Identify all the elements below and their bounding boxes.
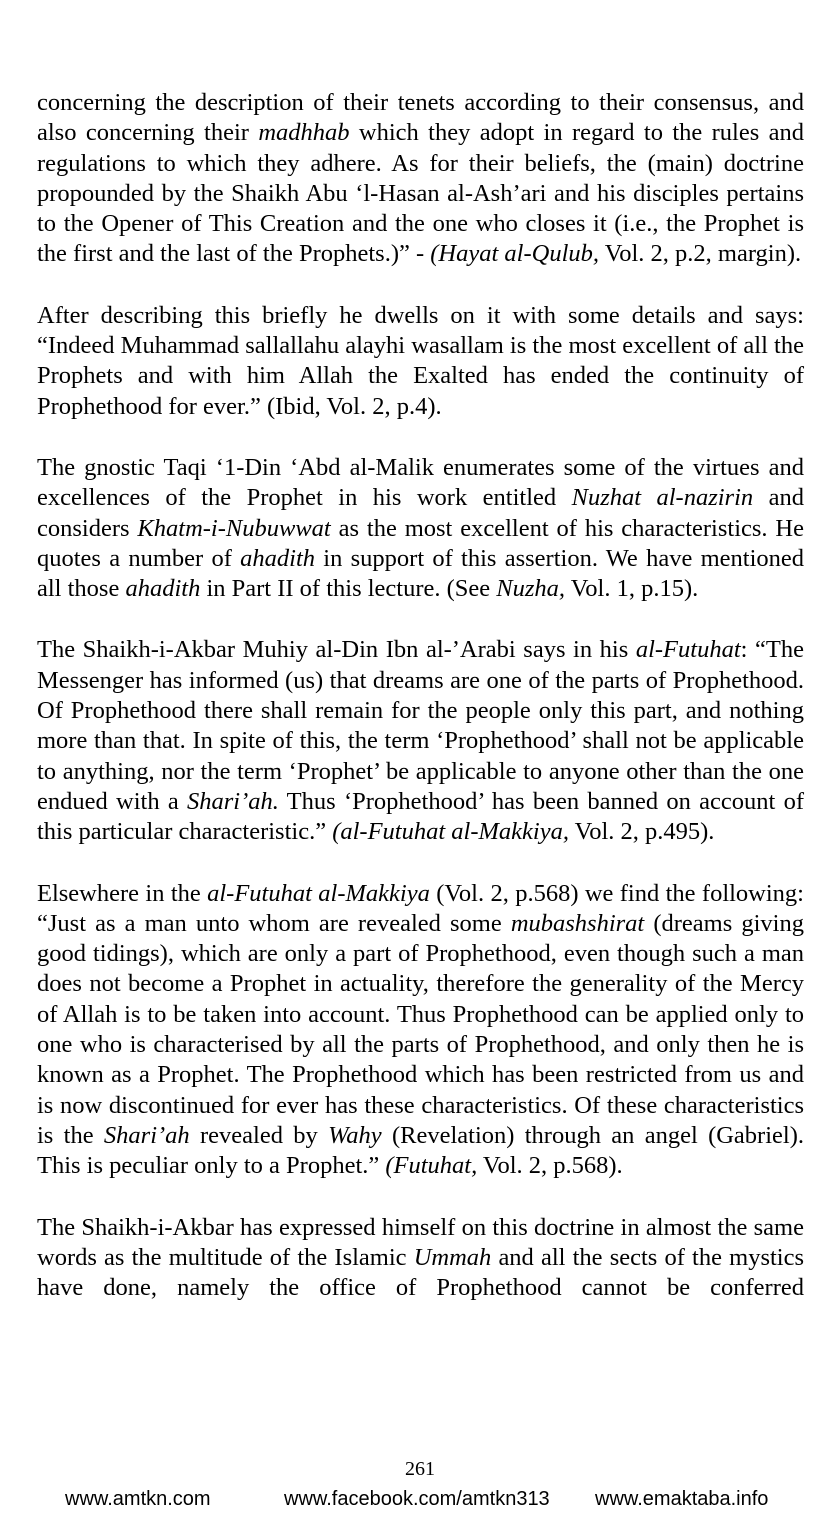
text-run: The Shaikh-i-Akbar Muhiy al-Din Ibn al-’Arabi says in his [37,636,636,664]
paragraph-2 [37,301,804,422]
text-run: The Shaikh-i-Akbar has expressed himself on this doctrine in almost the same words as the multitude of the Islamic [37,1213,804,1271]
italic-text: (Hayat al-Qulub, [430,240,600,268]
italic-text: mubashshirat [510,909,645,937]
text-run: Vol. 2, p.495). [568,818,715,846]
footer-link-facebook[interactable]: www.facebook.com/amtkn313 [284,1488,550,1510]
italic-text: Shari’ah. [186,787,279,815]
text-run: Vol. 2, p.2, margin). [599,240,802,268]
footer-link-emaktaba[interactable]: www.emaktaba.info [595,1488,769,1510]
text-run: Vol. 2, p.568). [477,1152,623,1180]
italic-text: ahadith [240,544,316,572]
paragraph-1 [37,88,804,270]
text-run: as the most excellent of his characteristics. He quotes a number of [37,514,804,572]
italic-text: ahadith [125,575,201,603]
text-run: in support of this assertion. We have mentioned all those [37,544,804,603]
text-run: and all the sects of the mystics have done, namely the office of Prophethood cannot be conferred [37,1243,804,1302]
paragraph-4 [37,635,804,847]
paragraph-3 [37,453,804,604]
italic-text: al-Futuhat al-Makkiya [207,879,430,907]
italic-text: Nuzha, [496,575,566,603]
text-run: concerning the description of their tenets according to their consensus, and also concerning their [37,89,804,147]
text-run: : “The Messenger has informed (us) that dreams are one of the parts of Prophethood. Of Prophethood there shall remain for the people only this part, and nothing more than that. In spite of this, the term ‘Prophethood’ shall not be applicable to anything, nor the term ‘Prophet’ be applicable to anyone other than the one endued with a [37,636,804,815]
italic-text: (al-Futuhat al-Makkiya, [332,818,569,846]
text-run: Vol. 1, p.15). [565,575,699,603]
italic-text: Khatm-i-Nubuwwat [137,514,331,542]
text-run: (dreams giving good tidings), which are only a part of Prophethood, even though such a man does not become a Prophet in actuality, therefore the generality of the Mercy of Allah is to be taken into account. Thus Prophethood can be applied only to one who is characterised by all the parts of Prophethood, and only then he is known as a Prophet. The Prophethood which has been restricted from us and is now discontinued for ever has these characteristics. Of these characteristics is the [37,909,804,1149]
footer [0,1488,840,1518]
italic-text: Ummah [413,1243,492,1271]
page-number: 261 [405,1458,435,1480]
paragraph-5 [37,879,804,1182]
text-run: in Part II of this lecture. (See [200,575,497,603]
text-run: Thus ‘Prophethood’ has been banned on account of this particular characteristic.” [37,787,804,846]
text-run: and considers [37,484,804,542]
text-run: which they adopt in regard to the rules and regulations to which they adhere. As for their beliefs, the (main) doctrine propounded by the Shaikh Abu ‘l-Hasan al-Ash’ari and his disciples pertains to the Opener of This Creation and the one who closes it (i.e., the Prophet is the first and the last of the Prophets.)” - [37,119,804,268]
italic-text: (Futuhat, [385,1152,478,1180]
text-run: (Revelation) through an angel (Gabriel). This is peculiar only to a Prophet.” [37,1121,804,1180]
italic-text: Nuzhat al-nazirin [571,484,754,512]
paragraph-6 [37,1213,804,1304]
page-body [37,88,804,1334]
italic-text: Wahy [328,1121,382,1149]
text-run: The gnostic Taqi ‘1-Din ‘Abd al-Malik enumerates some of the virtues and excellences of the Prophet in his work entitled [37,453,804,512]
text-run: revealed by [189,1121,329,1149]
italic-text: Shari’ah [103,1121,190,1149]
italic-text: al-Futuhat [635,636,741,664]
text-run: After describing this briefly he dwells on it with some details and says: “Indeed Muhammad sallallahu alayhi wasallam is the most excellent of all the Prophets and with him Allah the Exalted has ended the continuity of Prophethood for ever.” (Ibid, Vol. 2, p.4). [37,301,804,420]
text-run: (Vol. 2, p.568) we find the following: “Just as a man unto whom are revealed some [37,879,804,937]
footer-link-amtkn[interactable]: www.amtkn.com [65,1488,211,1510]
italic-text: madhhab [258,119,350,147]
text-run: Elsewhere in the [37,879,208,907]
